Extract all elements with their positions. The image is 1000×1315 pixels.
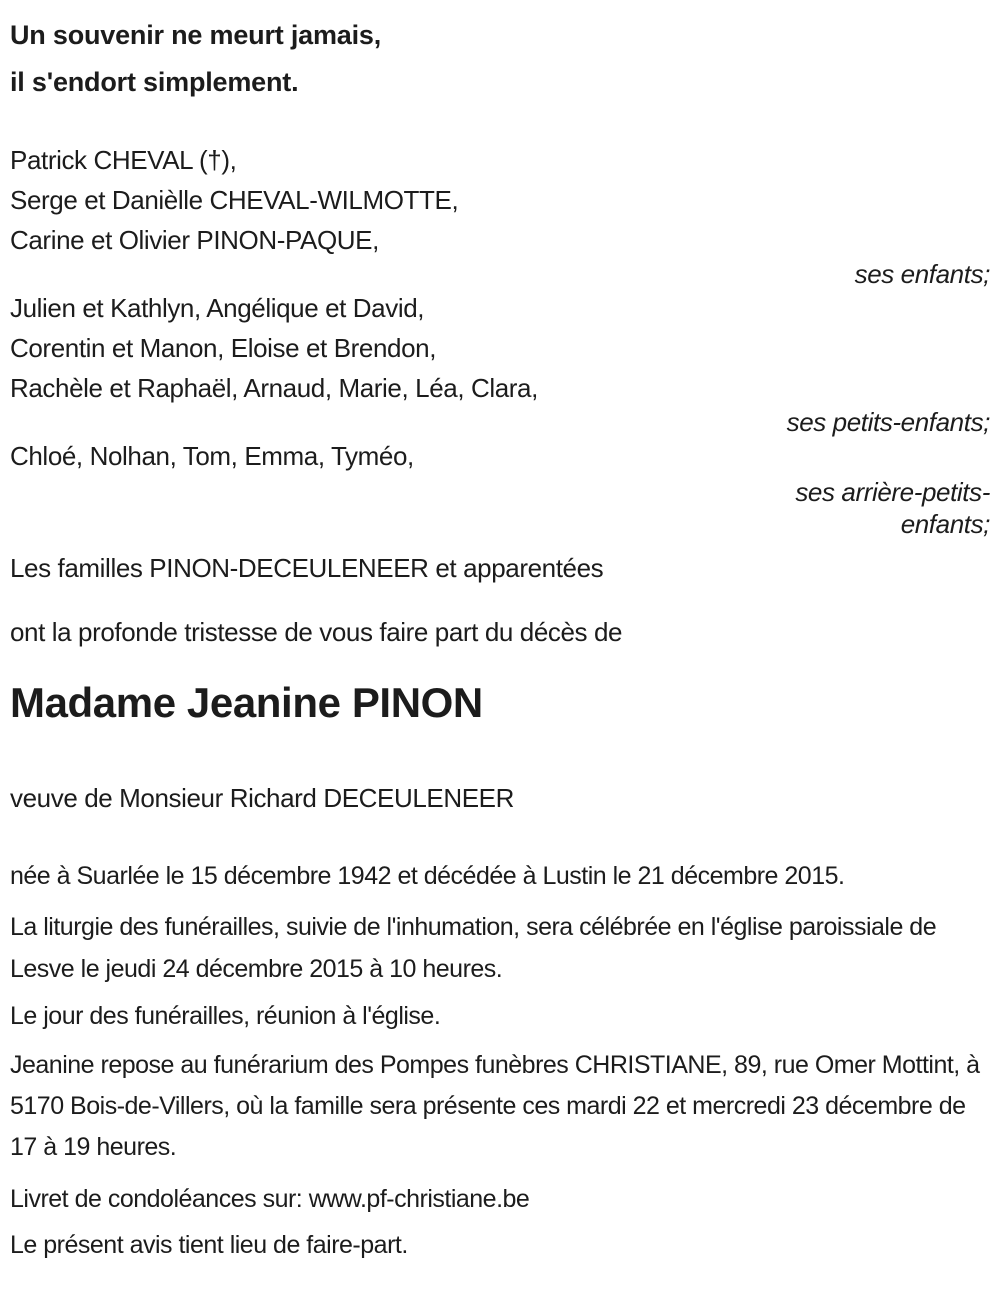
great-grandchildren-relation-label-line-2: enfants; [900, 509, 990, 539]
related-families-line: Les familles PINON-DECEULENEER et apparentées [10, 553, 604, 583]
gathering-paragraph: Le jour des funérailles, réunion à l'église. [10, 1002, 441, 1030]
condolences-label: Livret de condoléances sur: [10, 1185, 309, 1213]
widow-line: veuve de Monsieur Richard DECEULENEER [10, 783, 514, 813]
great-grandchildren-group [10, 436, 990, 540]
liturgy-paragraph: La liturgie des funérailles, suivie de l'inhumation, sera célébrée en l'église paroissiale de Lesve le jeudi 24 décembre 2015 à 10 heures. [10, 913, 937, 983]
grandchild-name-line: Rachèle et Raphaël, Arnaud, Marie, Léa, Clara, [10, 373, 538, 403]
epigraph-line-2: il s'endort simplement. [10, 67, 299, 97]
great-grandchildren-relation-label-line-1: ses arrière-petits- [795, 477, 990, 507]
announcement-intro: ont la profonde tristesse de vous faire part du décès de [10, 617, 623, 647]
condolences-paragraph [10, 1178, 990, 1220]
deceased-name-heading: Madame Jeanine PINON [10, 679, 483, 726]
details-section [10, 854, 990, 1266]
birth-death-paragraph: née à Suarlée le 15 décembre 1942 et décédée à Lustin le 21 décembre 2015. [10, 862, 845, 890]
grandchildren-group [10, 288, 990, 436]
children-relation-label: ses enfants; [854, 259, 990, 289]
announcement-section [10, 612, 990, 818]
repose-paragraph: Jeanine repose au funérarium des Pompes funèbres CHRISTIANE, 89, rue Omer Mottint, à 5170 Bois-de-Villers, où la famille sera présente ces mardi 22 et mercredi 23 décembre de 17 à 19 heures. [10, 1051, 980, 1161]
grandchild-name-line: Julien et Kathlyn, Angélique et David, [10, 293, 425, 323]
grandchildren-relation-label: ses petits-enfants; [786, 407, 990, 437]
condolences-url: www.pf-christiane.be [308, 1185, 530, 1213]
child-name-line: Serge et Danièlle CHEVAL-WILMOTTE, [10, 185, 459, 215]
closing-notice-paragraph: Le présent avis tient lieu de faire-part. [10, 1231, 408, 1259]
child-name-line: Carine et Olivier PINON-PAQUE, [10, 225, 379, 255]
relatives-section [10, 140, 990, 588]
child-name-line: Patrick CHEVAL (†), [10, 145, 237, 175]
grandchild-name-line: Corentin et Manon, Eloise et Brendon, [10, 333, 437, 363]
epigraph [10, 12, 990, 106]
children-group [10, 140, 990, 288]
great-grandchild-name-line: Chloé, Nolhan, Tom, Emma, Tyméo, [10, 441, 414, 471]
epigraph-line-1: Un souvenir ne meurt jamais, [10, 20, 382, 50]
